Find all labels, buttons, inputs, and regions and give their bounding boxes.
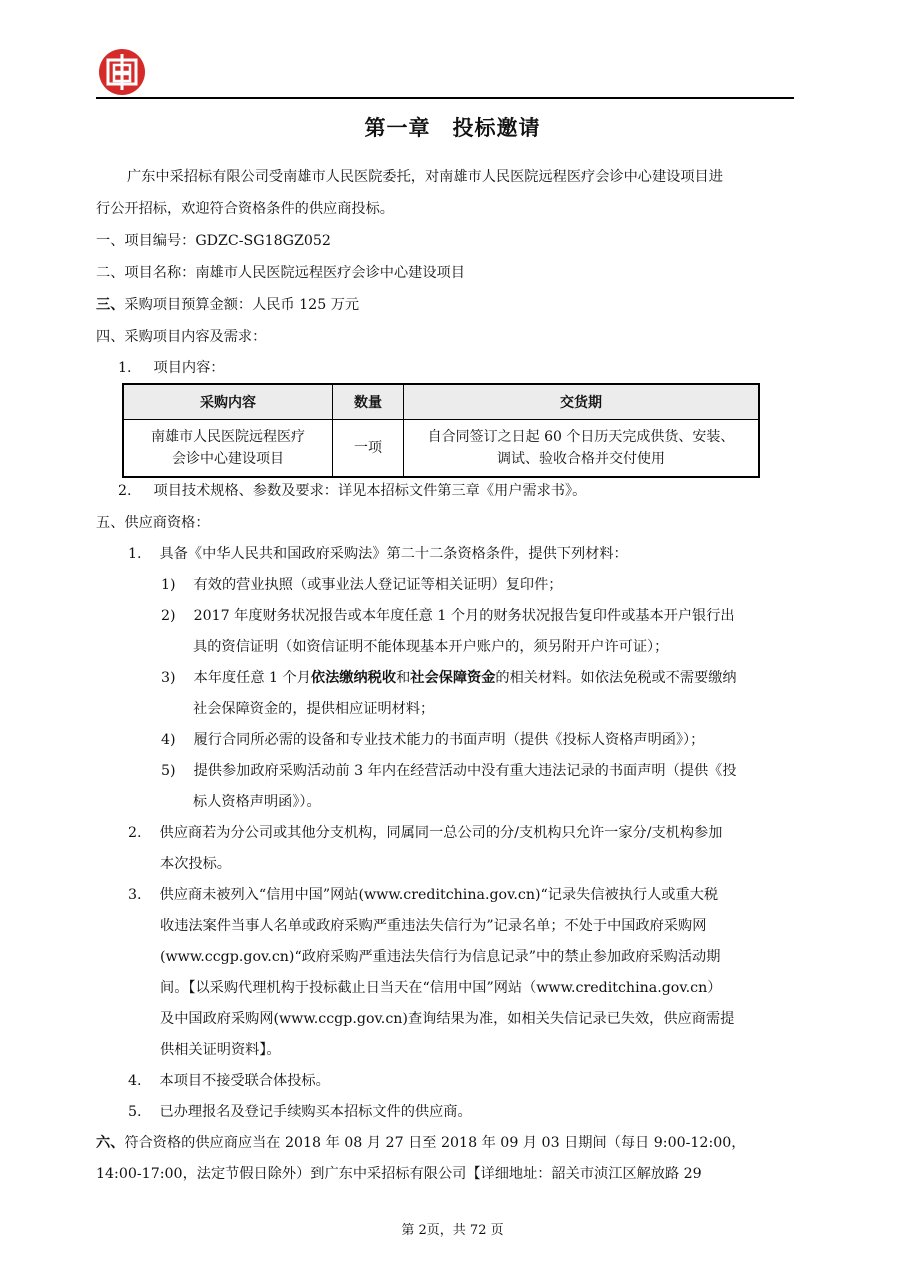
registration-period	[96, 1133, 745, 1153]
qualification-3	[128, 885, 718, 905]
table-row	[123, 420, 759, 478]
item-text: 本年度任意 1 个月	[193, 670, 311, 686]
procurement-table	[122, 383, 760, 478]
intro-line-1: 广东中采招标有限公司受南雄市人民医院委托，对南雄市人民医院远程医疗会诊中心建设项目进	[127, 169, 723, 185]
item-num: 4.	[128, 1073, 142, 1089]
item-text: 提供参加政府采购活动前 3 年内在经营活动中没有重大违法记录的书面声明（提供《投	[193, 763, 737, 779]
cell-line: 会诊中心建设项目	[172, 451, 284, 467]
table-header: 采购内容	[123, 384, 333, 420]
qualification-3-cont: 收违法案件当事人名单或政府采购严重违法失信行为”记录名单；不处于中国政府采购网	[160, 918, 707, 934]
item-text: 有效的营业执照（或事业法人登记证等相关证明）复印件；	[193, 577, 563, 593]
item-num: 3.	[128, 887, 142, 903]
item-text: 项目内容：	[153, 360, 225, 376]
qualification-1e	[161, 761, 737, 781]
item-text: 供应商若为分公司或其他分支机构，同属同一总公司的分/支机构只允许一家分/支机构参加	[159, 825, 723, 841]
item-num: 2)	[161, 608, 176, 624]
item-num: 3)	[161, 670, 176, 686]
qualification-1b	[161, 606, 735, 626]
qualification-1c-cont: 社会保障资金的，提供相应证明材料；	[193, 701, 435, 717]
qualification-1b-cont: 具的资信证明（如资信证明不能体现基本开户账户的，须另附开户许可证）；	[193, 639, 669, 655]
item-num: 4)	[161, 732, 176, 748]
item-text: 已办理报名及登记手续购买本招标文件的供应商。	[159, 1104, 472, 1120]
section-num: 六、	[96, 1135, 125, 1151]
intro-line-2: 行公开招标，欢迎符合资格条件的供应商投标。	[96, 201, 394, 217]
table-cell-delivery	[404, 420, 760, 478]
page-number: 第 2页，共 72 页	[401, 1223, 504, 1238]
item-text: 具备《中华人民共和国政府采购法》第二十二条资格条件，提供下列材料：	[159, 546, 628, 562]
table-cell-qty: 一项	[333, 420, 404, 478]
qualification-1a	[161, 575, 562, 595]
item-num: 5.	[128, 1104, 142, 1120]
item-1	[118, 358, 225, 378]
item-text: 供应商未被列入“信用中国”网站(www.creditchina.gov.cn)“记录失信被执行人或重大税	[159, 887, 719, 903]
qualification-3-cont: (www.ccgp.gov.cn)“政府采购严重违法失信行为信息记录”中的禁止参加政府采购活动期	[160, 949, 721, 965]
qualification-heading: 五、供应商资格：	[96, 515, 210, 531]
project-name: 二、项目名称：南雄市人民医院远程医疗会诊中心建设项目	[96, 265, 465, 281]
qualification-5	[128, 1102, 472, 1122]
budget-text: 采购项目预算金额：人民币 125 万元	[124, 297, 360, 313]
item-text: 2017 年度财务状况报告或本年度任意 1 个月的财务状况报告复印件或基本开户银行出	[193, 608, 735, 624]
item-text: 的相关材料。如依法免税或不需要缴纳	[495, 670, 737, 686]
table-cell-content	[123, 420, 333, 478]
item-num: 2.	[128, 825, 142, 841]
table-header: 交货期	[404, 384, 760, 420]
registration-period-cont: 14:00-17:00，法定节假日除外）到广东中采招标有限公司【详细地址：韶关市浈江区解放路 29	[96, 1166, 702, 1182]
qualification-1d	[161, 730, 704, 750]
item-text: 符合资格的供应商应当在 2018 年 08 月 27 日至 2018 年 09 月 03 日期间（每日 9:00-12:00，	[124, 1135, 746, 1151]
qualification-3-cont: 及中国政府采购网(www.ccgp.gov.cn)查询结果为准，如相关失信记录已失效，供应商需提	[160, 1011, 735, 1027]
qualification-2	[128, 823, 722, 843]
qualification-1e-cont: 标人资格声明函》）。	[193, 794, 321, 810]
item-num: 1.	[118, 360, 132, 376]
item-text: 履行合同所必需的设备和专业技术能力的书面声明（提供《投标人资格声明函》）；	[193, 732, 705, 748]
qualification-3-cont: 间。【以采购代理机构于投标截止日当天在“信用中国”网站（www.creditchina.gov.cn）	[160, 980, 722, 996]
item-num: 2.	[118, 483, 132, 499]
item-num: 1)	[161, 577, 176, 593]
table-header: 数量	[333, 384, 404, 420]
item-num: 1.	[128, 546, 142, 562]
cell-line: 自合同签订之日起 60 个日历天完成供货、安装、	[427, 429, 735, 445]
cell-line: 调试、验收合格并交付使用	[497, 451, 665, 467]
item-num: 5)	[161, 763, 176, 779]
item-2	[118, 481, 586, 501]
qualification-3-cont: 供相关证明资料】。	[160, 1042, 281, 1058]
requirements-heading: 四、采购项目内容及需求：	[96, 329, 267, 345]
company-seal-logo-icon	[98, 48, 146, 96]
chapter-title: 第一章 投标邀请	[364, 116, 541, 140]
project-number: 一、项目编号：GDZC-SG18GZ052	[96, 233, 331, 249]
qualification-1c	[161, 668, 737, 688]
header-rule	[96, 97, 794, 99]
budget-line	[96, 295, 359, 315]
item-text: 本项目不接受联合体投标。	[159, 1073, 330, 1089]
item-text: 项目技术规格、参数及要求：详见本招标文件第三章《用户需求书》。	[153, 483, 587, 499]
section-num: 三、	[96, 297, 125, 313]
bold-text: 依法缴纳税收	[310, 670, 397, 686]
qualification-4	[128, 1071, 330, 1091]
qualification-1	[128, 544, 628, 564]
item-text: 和	[396, 670, 411, 686]
bold-text: 社会保障资金	[410, 670, 496, 686]
qualification-2-cont: 本次投标。	[160, 856, 231, 872]
cell-line: 南雄市人民医院远程医疗	[151, 429, 305, 445]
